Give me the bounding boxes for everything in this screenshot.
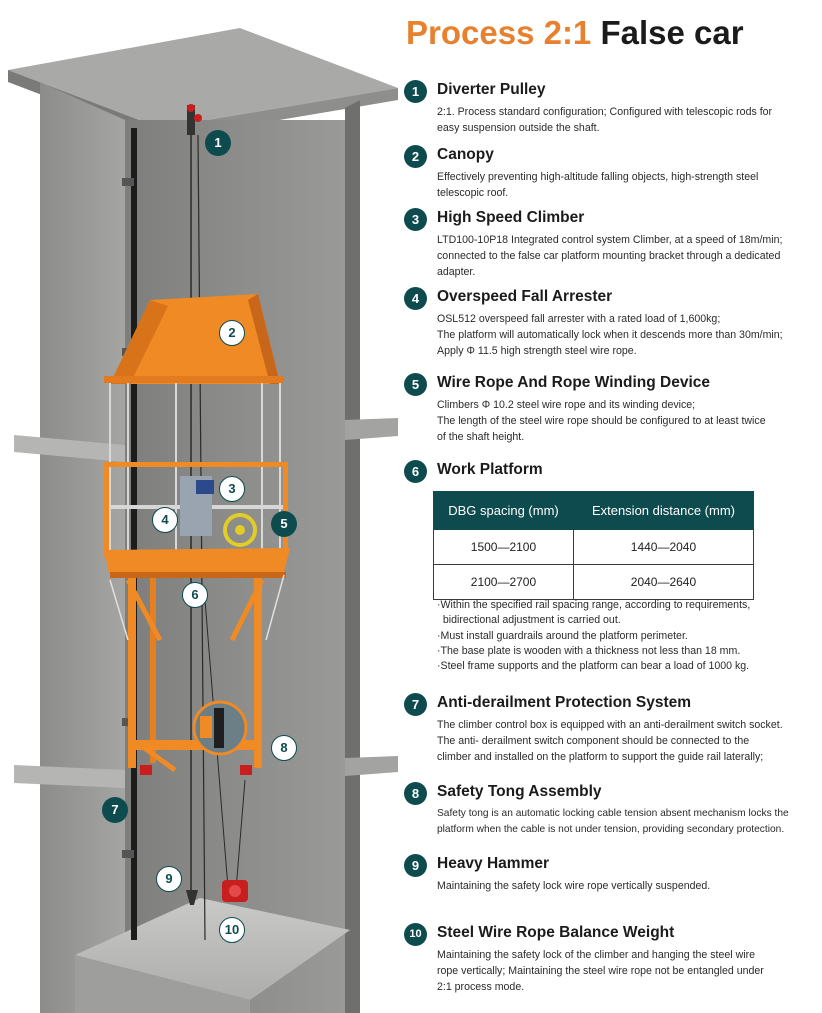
item-description: Climbers Φ 10.2 steel wire rope and its winding device; The length of the steel wire rope should be configured to at least twice of the shaft height. <box>437 399 766 443</box>
page-title <box>406 14 744 52</box>
item-heading: Work Platform <box>437 461 543 478</box>
callout-10: 10 <box>219 917 245 943</box>
item-heading: Diverter Pulley <box>437 81 546 98</box>
item-number: 9 <box>404 854 427 877</box>
item-number: 5 <box>404 373 427 396</box>
item-description: Effectively preventing high-altitude falling objects, high-strength steel telescopic roof. <box>437 171 759 199</box>
callout-9: 9 <box>156 866 182 892</box>
item-description: OSL512 overspeed fall arrester with a rated load of 1,600kg; The platform will automatically lock when it descends more than 30m/min; Apply Φ 11.5 high strength steel wire rope. <box>437 313 783 357</box>
item-number: 2 <box>404 145 427 168</box>
table-row <box>434 565 754 600</box>
table-header-row <box>434 492 754 530</box>
table-header: DBG spacing (mm) <box>434 492 574 530</box>
callout-1: 1 <box>205 130 231 156</box>
item-heading: Overspeed Fall Arrester <box>437 288 613 305</box>
callout-5: 5 <box>271 511 297 537</box>
callout-2: 2 <box>219 320 245 346</box>
note-line: ·Within the specified rail spacing range, according to requirements, <box>437 599 751 611</box>
title-accent: Process 2:1 <box>406 14 592 51</box>
item-number: 10 <box>404 923 427 946</box>
item-heading: Heavy Hammer <box>437 855 550 872</box>
item-number: 8 <box>404 782 427 805</box>
item-description: 2:1. Process standard configuration; Configured with telescopic rods for easy suspension outside the shaft. <box>437 106 773 134</box>
table-row <box>434 530 754 565</box>
item-heading: Anti-derailment Protection System <box>437 694 692 711</box>
shaft-left-wall <box>40 82 125 1013</box>
callout-4: 4 <box>152 507 178 533</box>
callout-3: 3 <box>219 476 245 502</box>
item-heading: Canopy <box>437 146 494 163</box>
callout-6: 6 <box>182 582 208 608</box>
item-description: LTD100-10P18 Integrated control system Climber, at a speed of 18m/min; connected to the false car platform mounting bracket through a dedicated adapter. <box>437 234 783 278</box>
item-number: 3 <box>404 208 427 231</box>
guide-rail <box>131 128 137 940</box>
table-cell: 1440—2040 <box>573 530 753 565</box>
item-number: 4 <box>404 287 427 310</box>
callout-7: 7 <box>102 797 128 823</box>
item-heading: Wire Rope And Rope Winding Device <box>437 374 710 391</box>
item-description: Maintaining the safety lock wire rope vertically suspended. <box>437 880 711 892</box>
item-number: 6 <box>404 460 427 483</box>
item-description: Maintaining the safety lock of the climber and hanging the steel wire rope vertically; Maintaining the steel wire rope not be entangled under 2:1 process mode. <box>437 949 764 993</box>
callout-8: 8 <box>271 735 297 761</box>
table-header: Extension distance (mm) <box>573 492 753 530</box>
table-cell: 1500—2100 <box>434 530 574 565</box>
item-description: The climber control box is equipped with an anti-derailment switch socket. The anti- derailment switch component should be connected to the climber and installed on the platform to support the guide rail laterally; <box>437 719 783 763</box>
item-heading: High Speed Climber <box>437 209 585 226</box>
note-line: bidirectional adjustment is carried out. <box>437 614 621 627</box>
item-number: 7 <box>404 693 427 716</box>
platform-spec-table <box>433 491 754 600</box>
platform-notes <box>437 598 817 674</box>
steel-frame <box>128 578 136 768</box>
note-line: ·Must install guardrails around the platform perimeter. <box>437 629 688 642</box>
shaft-illustration <box>0 0 400 1013</box>
item-number: 1 <box>404 80 427 103</box>
note-line: ·The base plate is wooden with a thickness not less than 18 mm. <box>437 644 741 657</box>
title-rest: False car <box>600 14 744 51</box>
table-cell: 2040—2640 <box>573 565 753 600</box>
item-heading: Steel Wire Rope Balance Weight <box>437 924 675 941</box>
note-line: ·Steel frame supports and the platform can bear a load of 1000 kg. <box>437 660 750 673</box>
table-cell: 2100—2700 <box>434 565 574 600</box>
item-description: Safety tong is an automatic locking cable tension absent mechanism locks the platform when the cable is not under tension, providing secondary protection. <box>437 808 789 835</box>
item-heading: Safety Tong Assembly <box>437 783 602 800</box>
